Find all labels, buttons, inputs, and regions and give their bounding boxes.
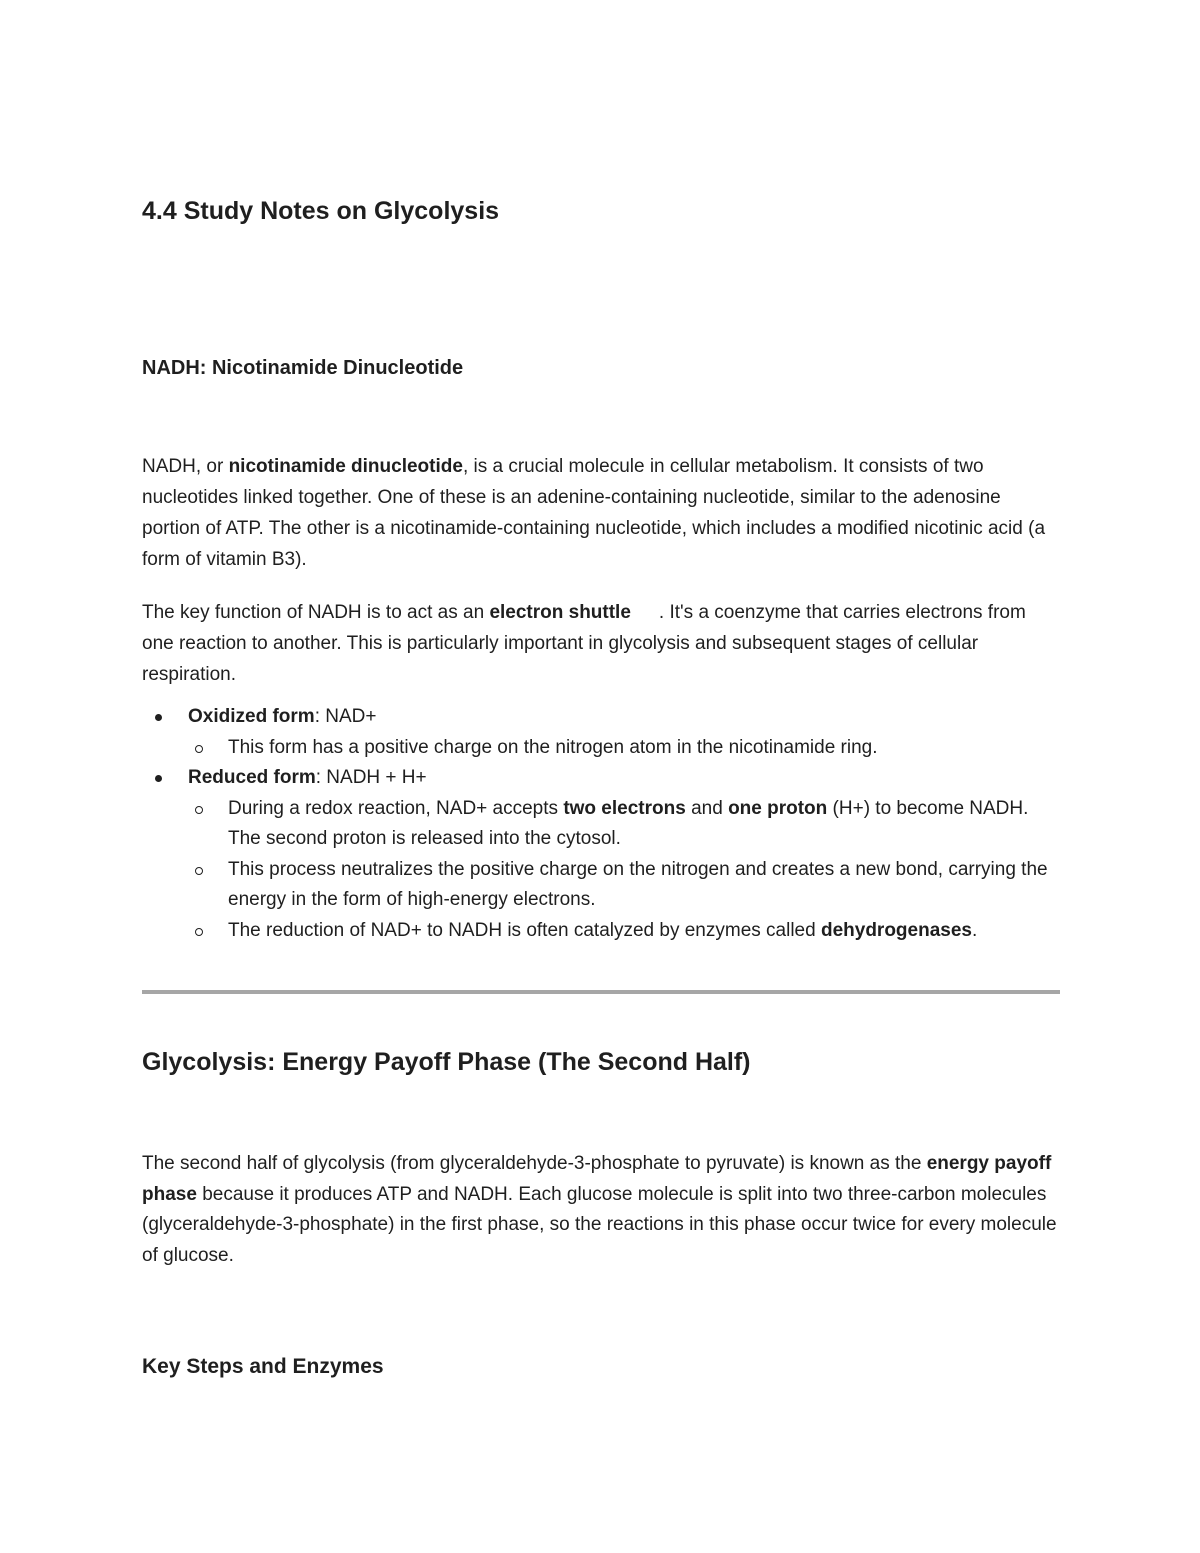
list-item-oxidized bbox=[142, 702, 1060, 763]
key-steps-heading: Key Steps and Enzymes bbox=[142, 1355, 384, 1378]
sub-list-item bbox=[188, 794, 1060, 855]
text-run: The key function of NADH is to act as an bbox=[142, 602, 490, 623]
text-run: This form has a positive charge on the nitrogen atom in the nicotinamide ring. bbox=[228, 736, 878, 758]
bold-term: Oxidized form bbox=[188, 706, 315, 727]
text-run: , is a crucial molecule in cellular metabolism. It consists of two nucleotides linked together. One of these is an adenine-containing nucleotide, similar to the adenosine portion of ATP. The other is a nicotinamide-containing nucleotide, which includes a modified nicotinic acid (a form of vitamin B3). bbox=[142, 456, 1046, 570]
text-run: This process neutralizes the positive charge on the nitrogen and creates a new bond, carrying the energy in the form of high-energy electrons. bbox=[228, 858, 1048, 910]
text-run: NADH, or bbox=[142, 456, 229, 477]
text-run: (H+) to become NADH. The second proton is released into the cytosol. bbox=[228, 797, 1029, 849]
text-run: because it produces ATP and NADH. Each glucose molecule is split into two three-carbon molecules (glyceraldehyde-3-phosphate) in the first phase, so the reactions in this phase occur twice for every molecule of glucose. bbox=[142, 1183, 1057, 1266]
bullet-icon bbox=[155, 775, 162, 782]
bold-term: two electrons bbox=[563, 797, 686, 819]
text-run: . bbox=[971, 919, 978, 941]
text-run: and bbox=[685, 797, 729, 819]
text-run: . It's a coenzyme that carries electrons from one reaction to another. This is particularly important in glycolysis and subsequent stages of cellular respiration. bbox=[142, 602, 1026, 685]
text-run: The second half of glycolysis (from glyceraldehyde-3-phosphate to pyruvate) is known as the bbox=[142, 1153, 927, 1174]
nadh-intro-paragraph bbox=[142, 451, 1060, 575]
text-run: : NADH + H+ bbox=[315, 767, 427, 788]
bold-term: dehydrogenases bbox=[820, 919, 972, 941]
hollow-bullet-icon bbox=[195, 745, 203, 753]
hollow-bullet-icon bbox=[195, 867, 203, 875]
sub-list-item bbox=[188, 855, 1060, 916]
bold-term: one proton bbox=[728, 797, 828, 819]
nadh-heading: NADH: Nicotinamide Dinucleotide bbox=[142, 357, 464, 379]
sub-list-item bbox=[188, 916, 1060, 947]
hollow-bullet-icon bbox=[195, 928, 203, 936]
bold-term: nicotinamide dinucleotide bbox=[228, 456, 463, 477]
sub-list bbox=[188, 794, 1060, 947]
glycolysis-paragraph bbox=[142, 1149, 1072, 1271]
bullet-icon bbox=[155, 714, 162, 721]
hollow-bullet-icon bbox=[195, 806, 203, 814]
horizontal-divider bbox=[142, 990, 1060, 994]
nadh-function-paragraph bbox=[142, 597, 1060, 690]
text-run: The reduction of NAD+ to NADH is often catalyzed by enzymes called bbox=[228, 919, 821, 941]
bold-term: electron shuttle bbox=[489, 602, 631, 623]
sub-list-item bbox=[188, 733, 1060, 764]
bold-term: energy payoff phase bbox=[142, 1153, 1052, 1205]
nadh-forms-list bbox=[142, 702, 1060, 946]
glycolysis-heading: Glycolysis: Energy Payoff Phase (The Second Half) bbox=[142, 1048, 751, 1076]
sub-list bbox=[188, 733, 1060, 764]
list-item-reduced bbox=[142, 763, 1060, 946]
bold-term: Reduced form bbox=[188, 767, 316, 788]
text-run: : NAD+ bbox=[314, 706, 377, 727]
text-run: During a redox reaction, NAD+ accepts bbox=[228, 797, 564, 819]
page-title: 4.4 Study Notes on Glycolysis bbox=[142, 197, 500, 225]
